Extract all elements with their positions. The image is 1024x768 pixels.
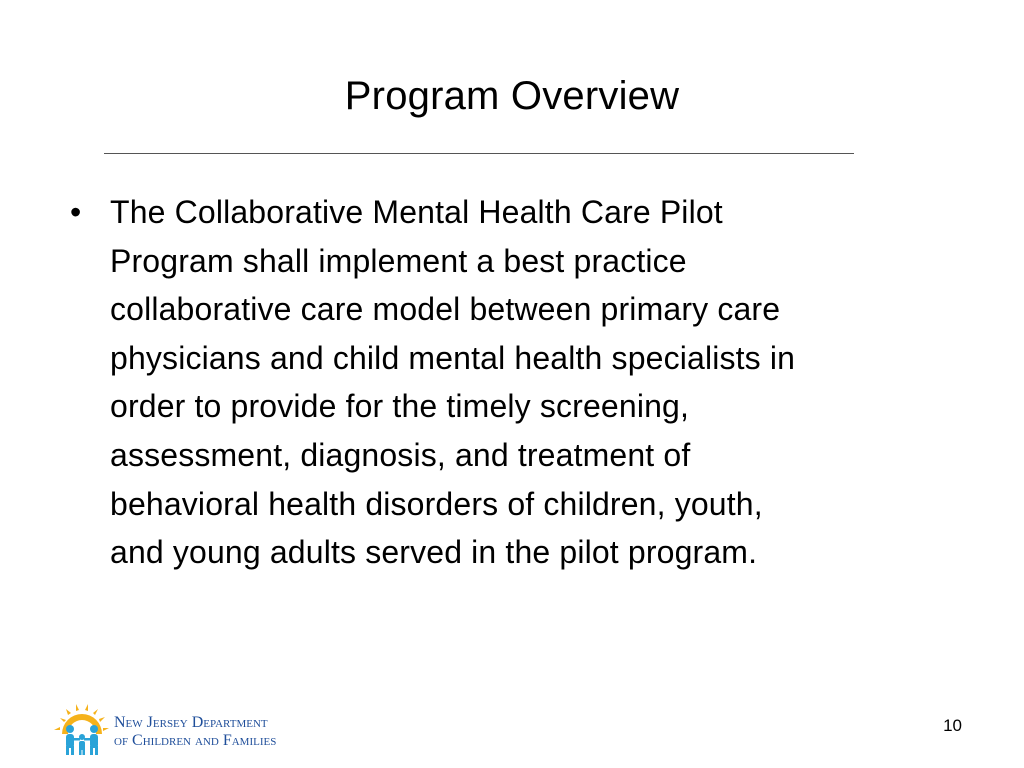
logo-line-1: New Jersey Department <box>114 714 268 731</box>
logo-wordmark <box>114 714 276 750</box>
title-divider <box>104 153 854 154</box>
bullet-line: and young adults served in the pilot program. <box>110 534 758 571</box>
bullet-list <box>70 188 970 577</box>
bullet-line: The Collaborative Mental Health Care Pilot <box>110 194 723 230</box>
slide-title: Program Overview <box>344 74 680 118</box>
bullet-line: behavioral health disorders of children, youth, <box>110 485 763 522</box>
family-sun-logo-icon <box>50 700 114 756</box>
bullet-line: assessment, diagnosis, and treatment of <box>110 436 691 473</box>
bullet-line: collaborative care model between primary care <box>110 291 781 328</box>
bullet-line: physicians and child mental health specialists in <box>110 339 796 376</box>
logo-line-2: of Children and Families <box>114 732 277 749</box>
bullet-line: order to provide for the timely screening, <box>110 388 690 425</box>
bullet-marker: • <box>70 194 82 230</box>
bullet-item <box>70 188 970 577</box>
nj-dcf-logo <box>50 700 275 756</box>
bullet-line: Program shall implement a best practice <box>110 242 687 279</box>
page-number: 10 <box>943 716 962 735</box>
